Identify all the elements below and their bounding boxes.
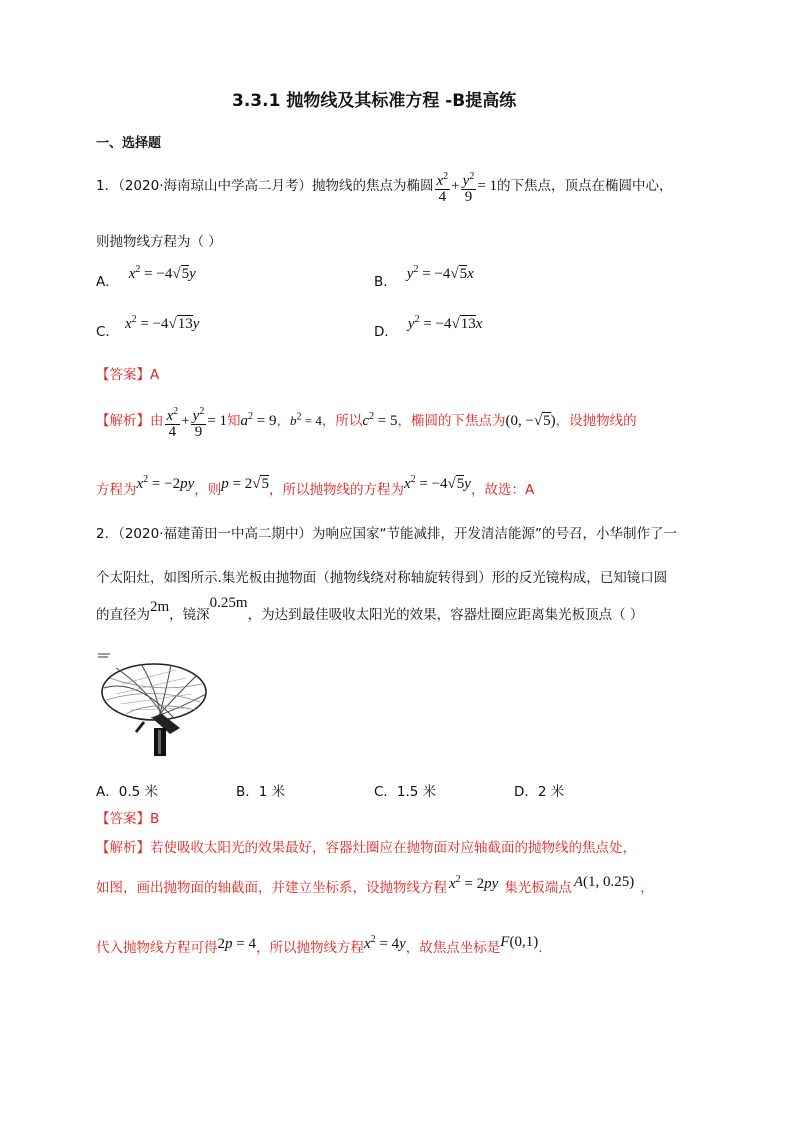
q2-option-d[interactable]: D．2 米 (514, 784, 565, 800)
q2-option-c[interactable]: C．1.5 米 (374, 784, 437, 800)
q1-lead: 1．（2020·海南琼山中学高二月考）抛物线的焦点为椭圆 (96, 178, 434, 194)
q2-explanation-line3: 代入抛物线方程可得2p = 4，所以抛物线方程$x^2 = 4y$，故焦点坐标是F(0,1). (96, 934, 543, 956)
q1-explanation-line2: 方程为$x^2 = -2py$，则p = 2√5，所以抛物线的方程为$x^2 = -4√5y$，故选：A (96, 474, 535, 498)
q1-ellipse-formula: $\frac{x^2}{4}$ + $\frac{y^2}{9}$ = 1 (436, 170, 498, 205)
question-1-stem (96, 166, 673, 206)
q1-answer: 【答案】A (96, 367, 160, 383)
q1-option-a[interactable]: A． $x^2 = -4√5y$ (96, 264, 196, 290)
q2-explanation-line1: 【解析】若使吸收太阳光的效果最好，容器灶圈应在抛物面对应轴截面的抛物线的焦点处， (96, 840, 636, 856)
solar-cooker-illustration (96, 648, 208, 758)
q2-explanation-line2: 如图，画出抛物面的轴截面，并建立坐标系，设抛物线方程 $x^2 = 2py$ 集光板端点 A(1, 0.25) ， (96, 874, 654, 896)
q1-explanation-line1: 【解析】由 $\frac{x^2}{4}$ + $\frac{y^2}{9}$ = 1知$a^2 = 9$，$b^2 = 4$，所以$c^2 = 5$，椭圆的下焦点为(0, −√5)，设抛物线的 (96, 405, 637, 440)
q2-answer: 【答案】B (96, 811, 160, 827)
q2-line2: 个太阳灶，如图所示.集光板由抛物面（抛物线绕对称轴旋转得到）形的反光镜构成，已知镜口圆 (96, 570, 668, 586)
q1-option-d[interactable]: D． $y^2 = -4√13x$ (374, 314, 483, 340)
q2-line3: 的直径为2m，镜深0.25m，为达到最佳吸收太阳光的效果，容器灶圈应距离集光板顶点（ ） (96, 595, 644, 623)
page-title: 3.3.1 抛物线及其标准方程 -B提高练 (232, 91, 517, 111)
q1-option-c[interactable]: C． $x^2 = -4√13y$ (96, 314, 200, 340)
q1-option-b[interactable]: B． $y^2 = -4√5x$ (374, 264, 474, 290)
q2-option-a[interactable]: A．0.5 米 (96, 784, 158, 800)
q1-tail: 的下焦点，顶点在椭圆中心， (497, 178, 673, 194)
q2-option-b[interactable]: B．1 米 (236, 784, 286, 800)
q1-line2: 则抛物线方程为（ ） (96, 234, 222, 250)
q2-line1: 2．（2020·福建莆田一中高二期中）为响应国家“节能减排，开发清洁能源”的号召，小华制作了一 (96, 526, 677, 542)
section-heading: 一、选择题 (96, 136, 162, 151)
